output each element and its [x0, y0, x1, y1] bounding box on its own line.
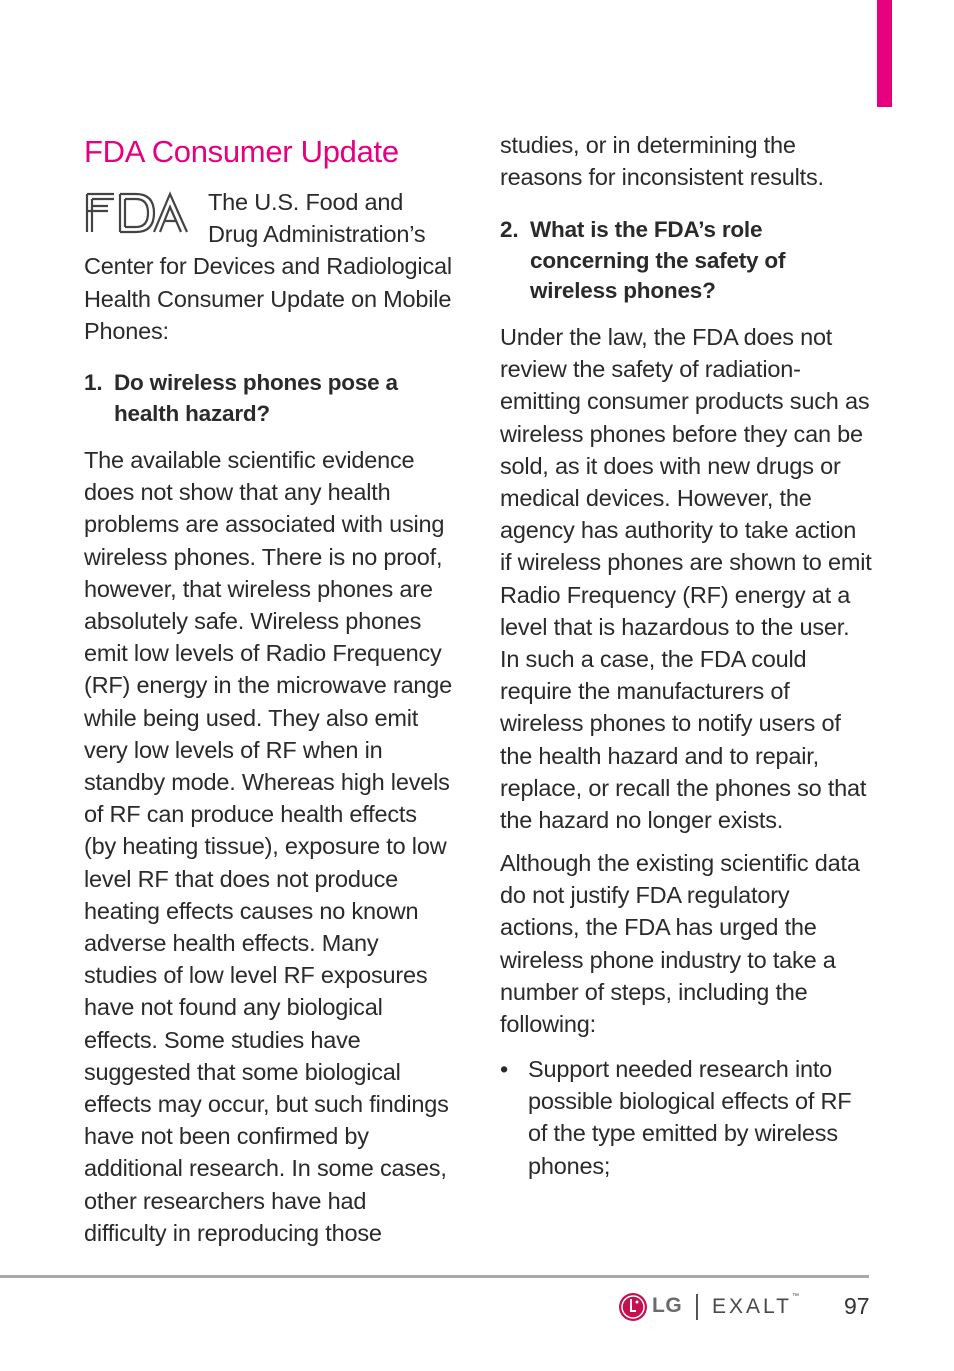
question-1-text: Do wireless phones pose a health hazard? — [114, 370, 398, 426]
answer-1-continued: studies, or in determining the reasons for inconsistent results. — [500, 132, 824, 191]
question-2-text: What is the FDA’s role concerning the safety of wireless phones? — [530, 217, 786, 303]
answer-2-followup: Although the existing scientific data do not justify FDA regulatory actions, the FDA has urged the wireless phone industry to take a number of steps, including the following: — [500, 850, 860, 1038]
list-item — [500, 1053, 872, 1182]
fda-logo-icon — [84, 190, 190, 236]
question-2 — [500, 215, 872, 307]
answer-2-text: Under the law, the FDA does not review the safety of radiation-emitting consumer products such as wireless phones before they can be sold, as it does with new drugs or medical devices. However, the agency has authority to take action if wireless phones are shown to emit Radio Frequency (RF) energy at a level that is hazardous to the user. In such a case, the FDA could require the manufacturers of wireless phones to notify users of the health hazard and to repair, replace, or recall the phones so that the hazard no longer exists. — [500, 324, 872, 834]
question-2-number: 2. — [500, 217, 519, 242]
answer-1-text: The available scientific evidence does not show that any health problems are associated with using wireless phones. There is no proof, however, that wireless phones are absolutely safe. Wireless phones emit low levels of Radio Frequency (RF) energy in the microwave range while being used. They also emit very low levels of RF when in standby mode. Whereas high levels of RF can produce health effects (by heating tissue), exposure to low level RF that does not produce heating effects causes no known adverse health effects. Many studies of low level RF exposures have not found any biological effects. Some studies have suggested that some biological effects may occur, but such findings have not been confirmed by additional research. In some cases, other researchers have had difficulty in reproducing those — [84, 447, 453, 1246]
intro-text: The U.S. Food and Drug Administration’s Center for Devices and Radiological Health Consumer Update on Mobile Phones: — [84, 189, 452, 344]
footer — [618, 1290, 870, 1326]
intro-block — [84, 186, 454, 347]
page-number: 97 — [844, 1293, 870, 1319]
trademark-symbol: ™ — [791, 1293, 799, 1300]
product-name — [712, 1295, 799, 1319]
brand-name: LG — [652, 1294, 683, 1317]
question-1-number: 1. — [84, 370, 103, 395]
footer-divider — [0, 1275, 869, 1278]
product-name-text: EXALT — [712, 1295, 792, 1318]
bullet-text: Support needed research into possible biological effects of RF of the type emitted by wireless phones; — [528, 1056, 852, 1179]
lg-logo-icon — [618, 1292, 648, 1322]
footer-separator — [696, 1294, 698, 1320]
bullet-marker: • — [500, 1056, 509, 1082]
page-title: FDA Consumer Update — [84, 134, 399, 169]
question-1 — [84, 368, 450, 429]
section-tab — [877, 0, 892, 107]
